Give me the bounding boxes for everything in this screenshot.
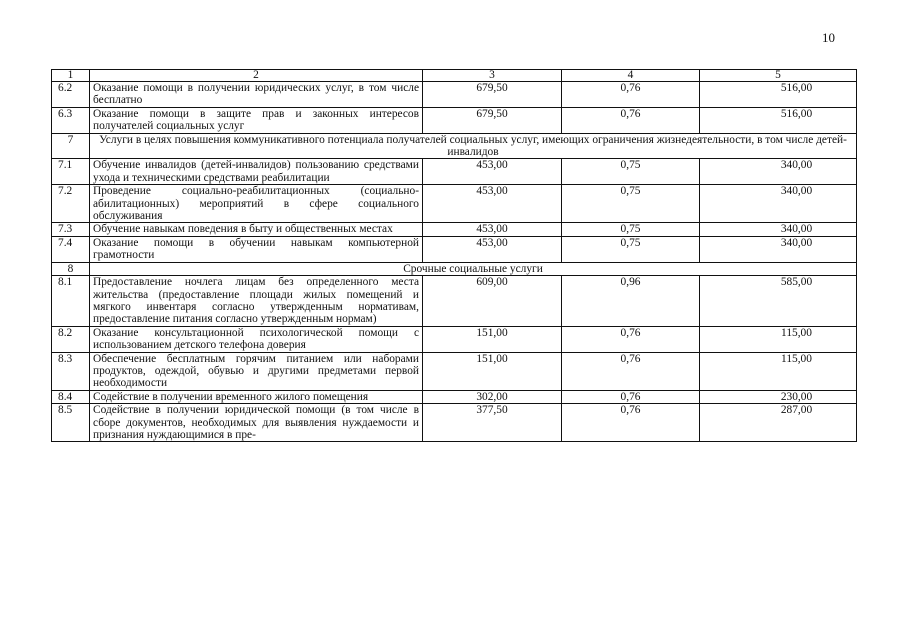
column-header: 3 (423, 70, 562, 82)
value-col5: 340,00 (700, 185, 857, 223)
value-col5: 115,00 (700, 326, 857, 352)
service-description: Обучение инвалидов (детей-инвалидов) пользованию средствами ухода и техническими средствами реабилитации (90, 159, 423, 185)
value-col4: 0,76 (562, 404, 700, 442)
row-number: 6.2 (52, 82, 90, 108)
value-col4: 0,75 (562, 185, 700, 223)
row-number: 8.1 (52, 276, 90, 327)
value-col4: 0,76 (562, 107, 700, 133)
service-description: Содействие в получении юридической помощи (в том числе в сборе документов, необходимых для выявления нуждаемости и признания нуждающимися в пре- (90, 404, 423, 442)
section-number: 7 (52, 133, 90, 159)
value-col3: 302,00 (423, 390, 562, 403)
row-number: 8.2 (52, 326, 90, 352)
table-row (52, 326, 857, 352)
value-col5: 516,00 (700, 82, 857, 108)
value-col5: 340,00 (700, 159, 857, 185)
value-col4: 0,75 (562, 236, 700, 262)
row-number: 8.3 (52, 352, 90, 390)
service-description: Проведение социально-реабилитационных (социально-абилитационных) мероприятий в сфере социального обслуживания (90, 185, 423, 223)
page-number: 10 (822, 30, 835, 45)
value-col5: 230,00 (700, 390, 857, 403)
value-col3: 453,00 (423, 236, 562, 262)
value-col4: 0,75 (562, 223, 700, 236)
service-description: Предоставление ночлега лицам без определенного места жительства (предоставление площади жилых помещений и мягкого инвентаря согласно утвержденным нормативам, предоставление питания согласно утвержденным нормам) (90, 276, 423, 327)
value-col5: 340,00 (700, 236, 857, 262)
section-title: Срочные социальные услуги (90, 262, 857, 275)
row-number: 7.3 (52, 223, 90, 236)
section-title: Услуги в целях повышения коммуникативного потенциала получателей социальных услуг, имеющих ограничения жизнедеятельности, в том числе детей-инвалидов (90, 133, 857, 159)
value-col5: 585,00 (700, 276, 857, 327)
table-row (52, 223, 857, 236)
table-row (52, 107, 857, 133)
table-row (52, 276, 857, 327)
value-col3: 151,00 (423, 326, 562, 352)
section-number: 8 (52, 262, 90, 275)
service-description: Обеспечение бесплатным горячим питанием или наборами продуктов, одеждой, обувью и другими предметами первой необходимости (90, 352, 423, 390)
service-description: Оказание помощи в защите прав и законных интересов получателей социальных услуг (90, 107, 423, 133)
value-col5: 340,00 (700, 223, 857, 236)
value-col4: 0,76 (562, 82, 700, 108)
section-header-row (52, 262, 857, 275)
value-col4: 0,96 (562, 276, 700, 327)
row-number: 7.2 (52, 185, 90, 223)
service-description: Оказание консультационной психологической помощи с использованием детского телефона доверия (90, 326, 423, 352)
value-col3: 453,00 (423, 185, 562, 223)
table-row (52, 404, 857, 442)
table-row (52, 159, 857, 185)
column-header: 5 (700, 70, 857, 82)
service-description: Содействие в получении временного жилого помещения (90, 390, 423, 403)
column-number-header-row (52, 70, 857, 82)
table-row (52, 390, 857, 403)
value-col3: 453,00 (423, 223, 562, 236)
table-row (52, 236, 857, 262)
row-number: 8.4 (52, 390, 90, 403)
value-col5: 516,00 (700, 107, 857, 133)
column-header: 2 (90, 70, 423, 82)
value-col3: 679,50 (423, 82, 562, 108)
column-header: 1 (52, 70, 90, 82)
row-number: 7.4 (52, 236, 90, 262)
value-col3: 377,50 (423, 404, 562, 442)
value-col4: 0,75 (562, 159, 700, 185)
value-col5: 115,00 (700, 352, 857, 390)
service-description: Оказание помощи в обучении навыкам компьютерной грамотности (90, 236, 423, 262)
column-header: 4 (562, 70, 700, 82)
value-col4: 0,76 (562, 326, 700, 352)
table-row (52, 82, 857, 108)
services-price-table (51, 69, 857, 442)
row-number: 8.5 (52, 404, 90, 442)
section-header-row (52, 133, 857, 159)
row-number: 7.1 (52, 159, 90, 185)
value-col4: 0,76 (562, 352, 700, 390)
value-col3: 679,50 (423, 107, 562, 133)
value-col3: 609,00 (423, 276, 562, 327)
value-col3: 453,00 (423, 159, 562, 185)
value-col5: 287,00 (700, 404, 857, 442)
service-description: Оказание помощи в получении юридических услуг, в том числе бесплатно (90, 82, 423, 108)
service-description: Обучение навыкам поведения в быту и общественных местах (90, 223, 423, 236)
value-col3: 151,00 (423, 352, 562, 390)
row-number: 6.3 (52, 107, 90, 133)
table-row (52, 352, 857, 390)
table-row (52, 185, 857, 223)
value-col4: 0,76 (562, 390, 700, 403)
